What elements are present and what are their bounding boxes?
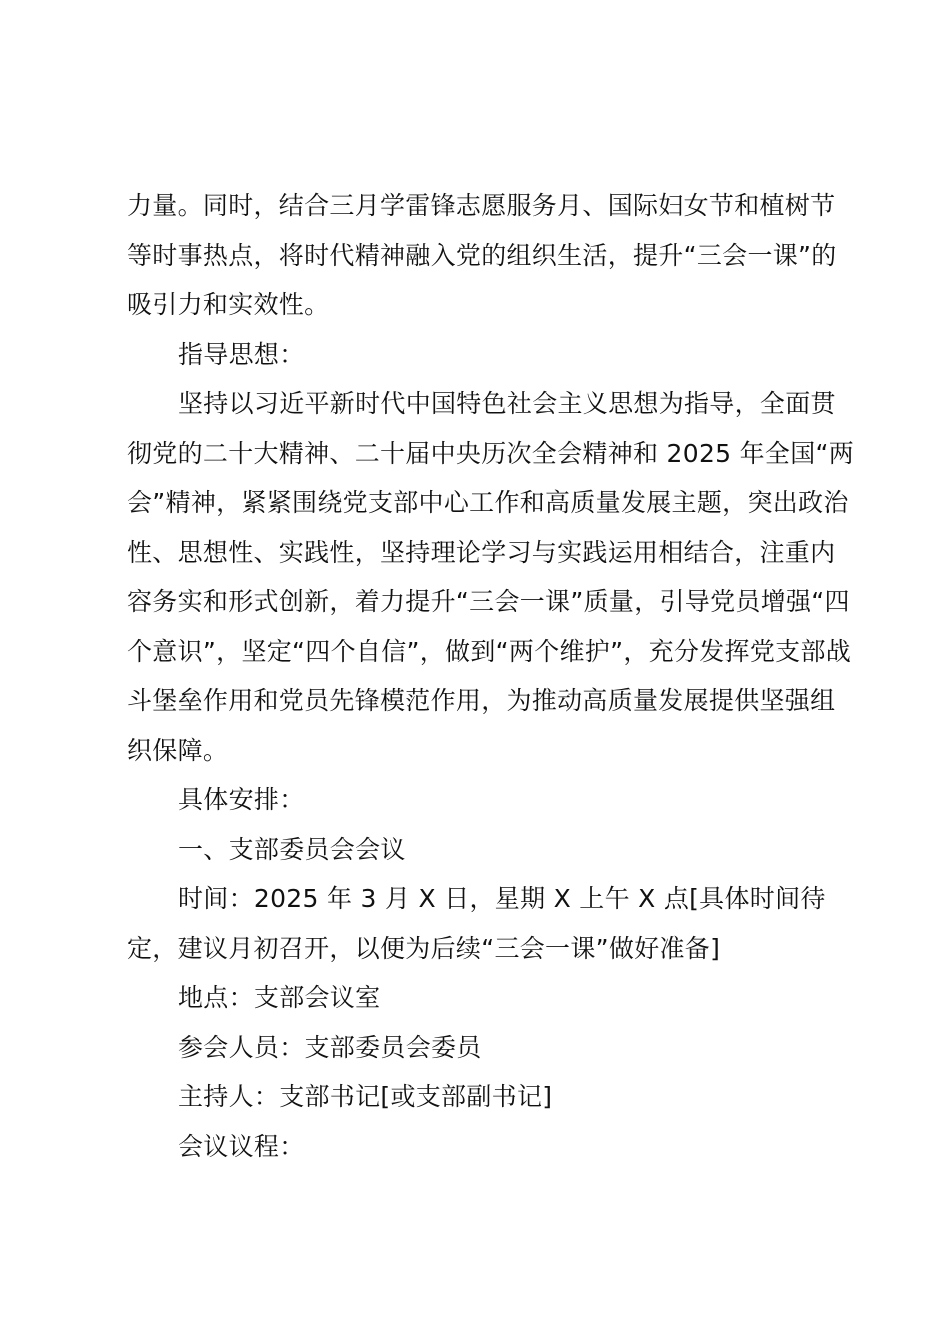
document-page [127, 181, 857, 1171]
heading-guiding-ideology: 指导思想： [178, 339, 305, 369]
meeting-location: 地点：支部会议室 [178, 983, 381, 1012]
heading-branch-committee-meeting: 一、支部委员会会议 [178, 834, 406, 864]
meeting-host: 主持人：支部书记[或支部副书记] [178, 1082, 553, 1111]
paragraph-guiding-ideology: 坚持以习近平新时代中国特色社会主义思想为指导，全面贯彻党的二十大精神、二十届中央历次全会精神和 2025 年全国“两会”精神，紧紧围绕党支部中心工作和高质量发展主题，突出政治性、思想性、实践性，坚持理论学习与实践运用相结合，注重内容务实和形式创新，着力提升“三会一课”质量，引导党员增强“四个意识”，坚定“四个自信”，做到“两个维护”，充分发挥党支部战斗堡垒作用和党员先锋模范作用，为推动高质量发展提供坚强组织保障。 [127, 389, 855, 765]
paragraph-intro-continuation: 力量。同时，结合三月学雷锋志愿服务月、国际妇女节和植树节等时事热点，将时代精神融入党的组织生活，提升“三会一课”的吸引力和实效性。 [127, 191, 837, 319]
heading-specific-arrangements: 具体安排： [178, 785, 305, 814]
meeting-agenda-heading: 会议议程： [178, 1131, 305, 1161]
meeting-attendees: 参会人员：支部委员会委员 [178, 1032, 482, 1062]
meeting-time: 时间：2025 年 3 月 X 日，星期 X 上午 X 点[具体时间待定，建议月初召开，以便为后续“三会一课”做好准备] [127, 884, 826, 963]
